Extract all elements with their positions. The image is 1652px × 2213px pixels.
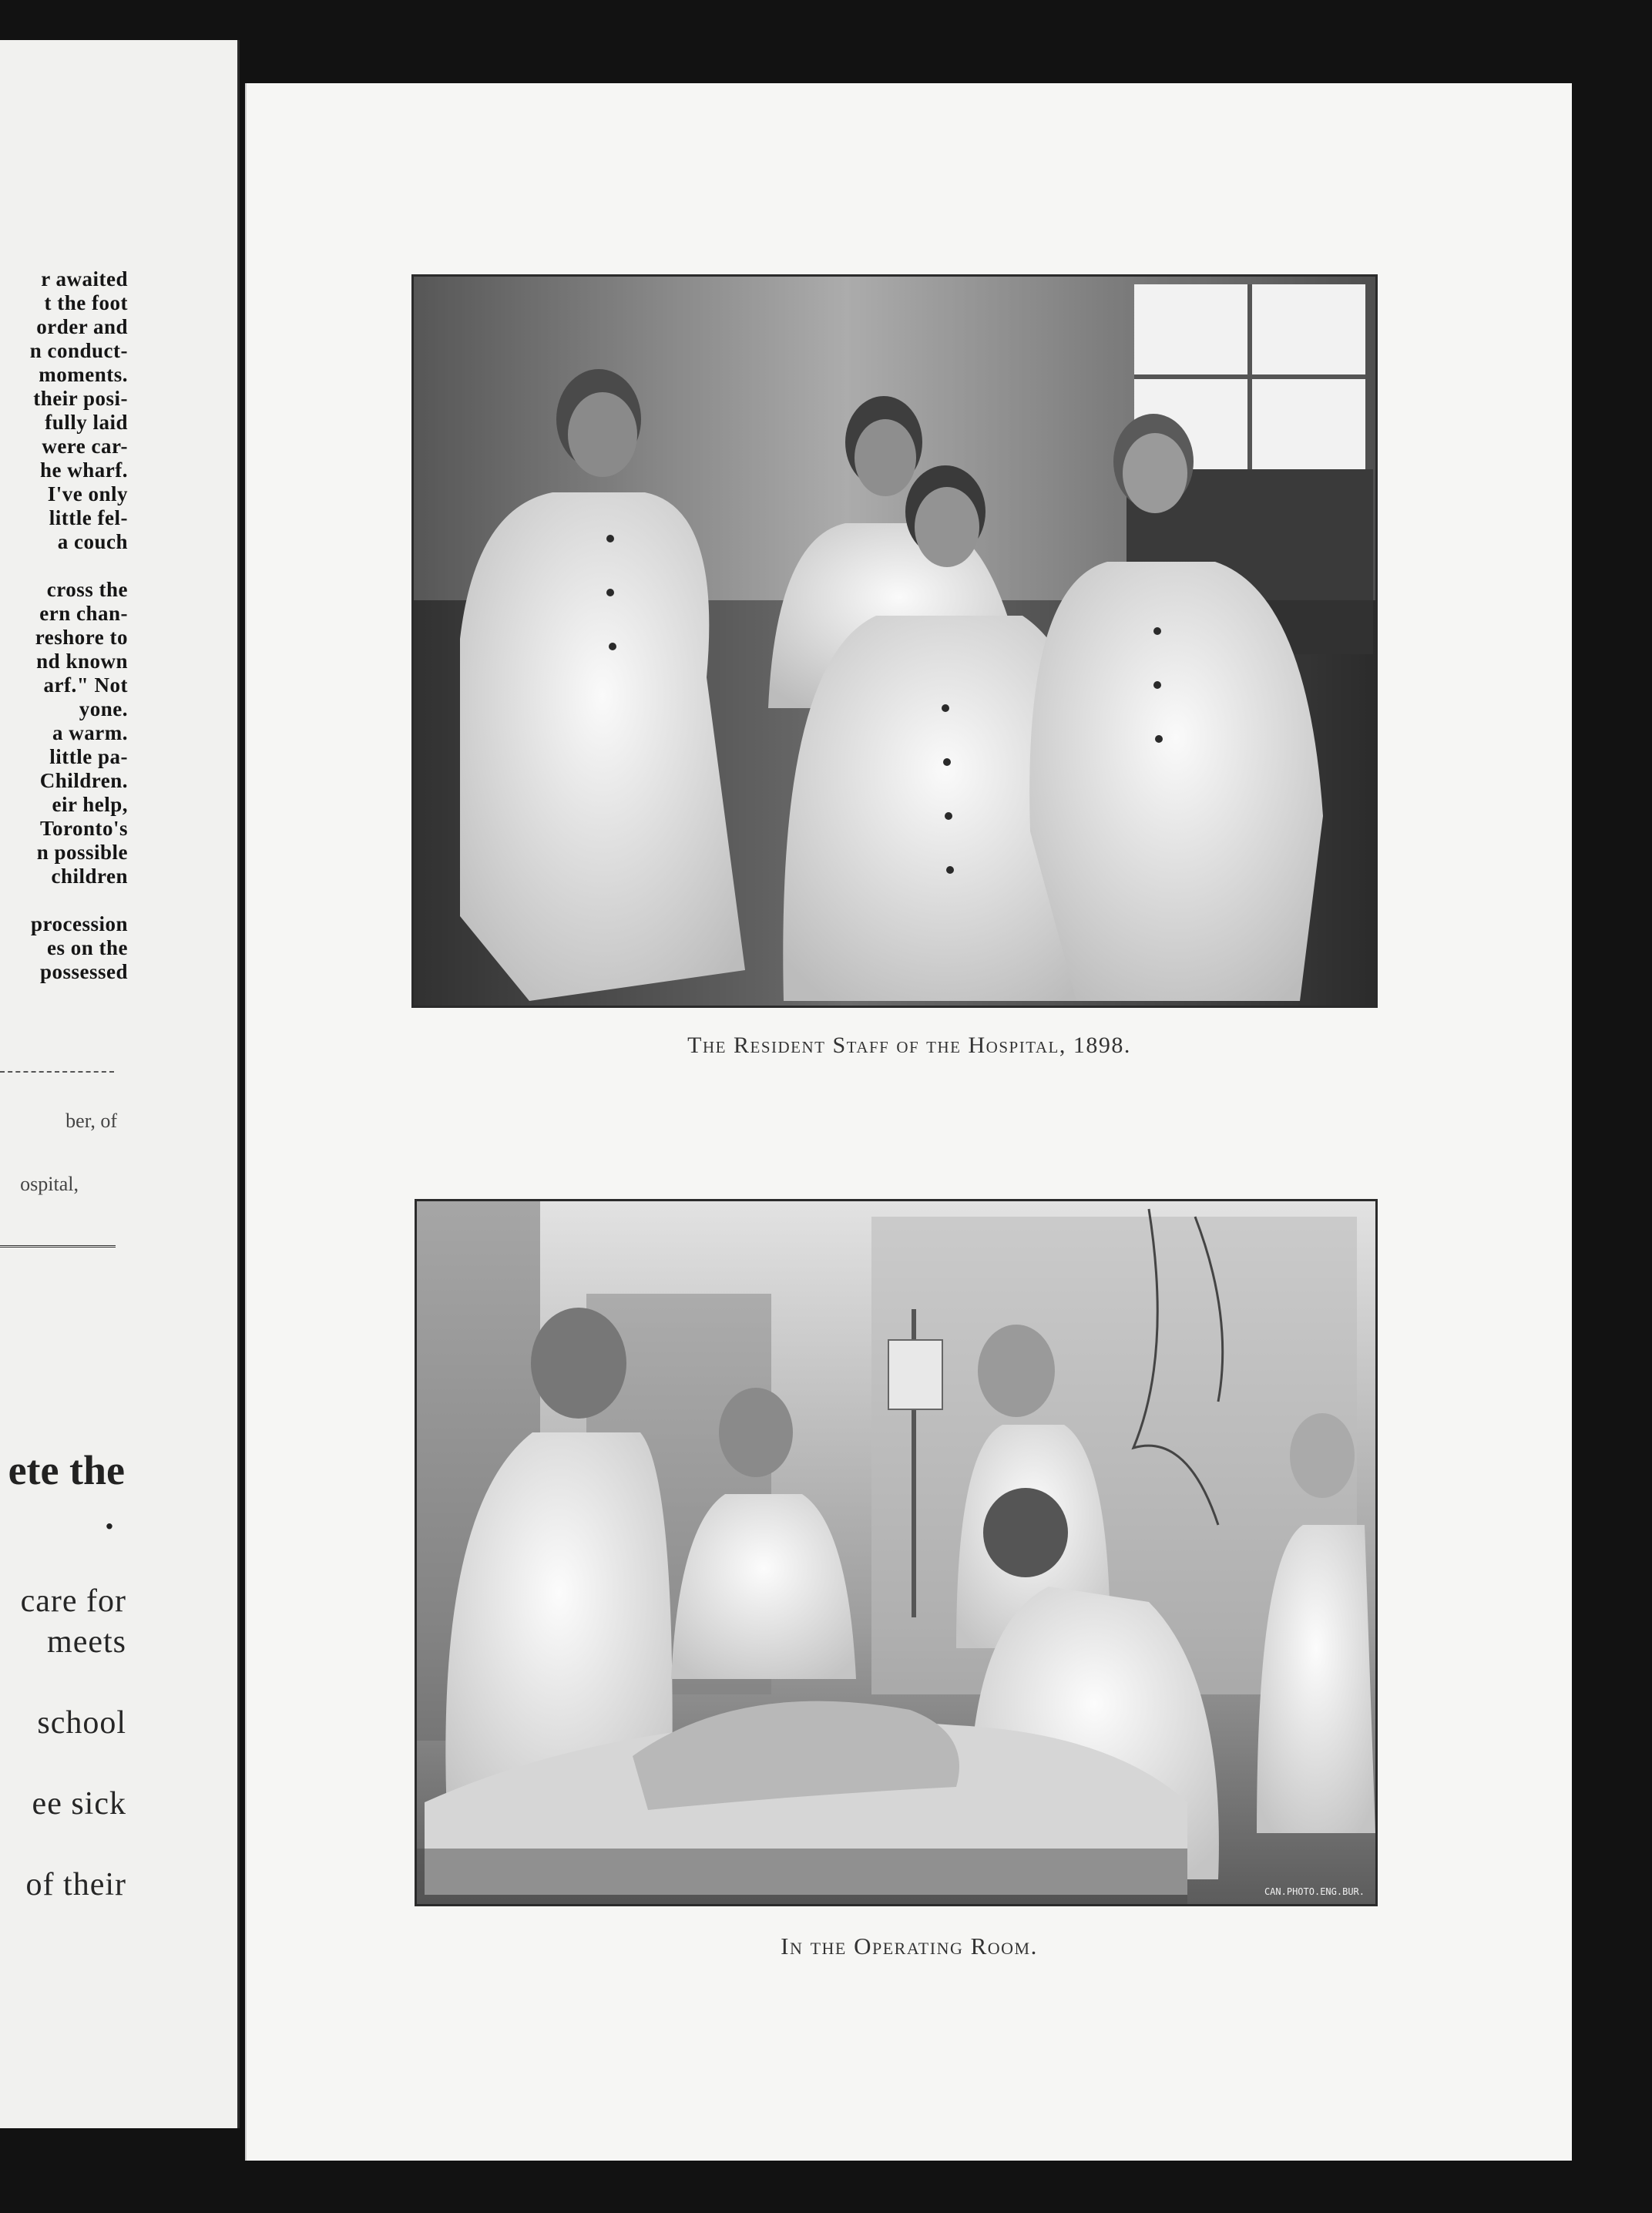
body-fragment-4: ee sick	[32, 1786, 126, 1822]
column-line: procession	[30, 912, 128, 935]
column-line: he wharf.	[40, 458, 128, 482]
column-line: children	[51, 865, 128, 888]
column-line: were car-	[42, 435, 128, 458]
column-line: arf." Not	[43, 673, 128, 697]
column-line: fully laid	[45, 411, 128, 434]
column-line: little fel-	[49, 506, 128, 529]
column-line: possessed	[39, 960, 128, 983]
column-line: little pa-	[49, 745, 128, 768]
resident-staff-photo	[411, 274, 1378, 1008]
column-line: n possible	[36, 841, 128, 864]
heading-fragment-end: .	[104, 1500, 115, 1536]
column-line: t the foot	[44, 291, 128, 314]
photo-2-caption: In the Operating Room.	[781, 1933, 1038, 1959]
column-line: ern chan-	[39, 602, 128, 625]
photo-2-engraver-credit: CAN.PHOTO.ENG.BUR.	[1264, 1886, 1365, 1897]
column-line: nd known	[36, 650, 128, 673]
double-rule	[0, 1245, 116, 1248]
photo-1-caption: The Resident Staff of the Hospital, 1898.	[687, 1033, 1131, 1058]
body-fragment-5: of their	[25, 1867, 126, 1902]
column-line: reshore to	[35, 626, 128, 649]
text-fragment-2: ospital,	[20, 1173, 79, 1195]
column-line: Children.	[39, 769, 128, 792]
column-line	[0, 554, 128, 578]
text-fragment-1: ber, of	[65, 1110, 117, 1132]
column-line: Toronto's	[39, 817, 128, 840]
column-line: cross the	[46, 578, 128, 601]
operating-room-photo	[415, 1199, 1378, 1906]
column-line: r awaited	[41, 267, 128, 290]
column-line: order and	[36, 315, 128, 338]
column-line: a couch	[57, 530, 128, 553]
column-line: yone.	[79, 697, 128, 720]
column-line: a warm.	[52, 721, 128, 744]
column-line: es on the	[47, 936, 128, 959]
newspaper-clipping-column	[0, 267, 128, 984]
body-fragment-1: care for	[20, 1583, 126, 1619]
column-line: moments.	[39, 363, 128, 386]
column-line: their posi-	[33, 387, 128, 410]
column-line: n conduct-	[29, 339, 128, 362]
document-page	[245, 83, 1572, 2161]
column-line: I've only	[47, 482, 128, 505]
heading-fragment: ete the	[8, 1447, 125, 1493]
body-fragment-3: school	[37, 1705, 126, 1741]
dashed-rule	[0, 1071, 114, 1073]
body-fragment-2: meets	[47, 1624, 126, 1660]
column-line	[0, 888, 128, 912]
previous-page-fragment	[0, 40, 240, 2128]
column-line: eir help,	[52, 793, 128, 816]
